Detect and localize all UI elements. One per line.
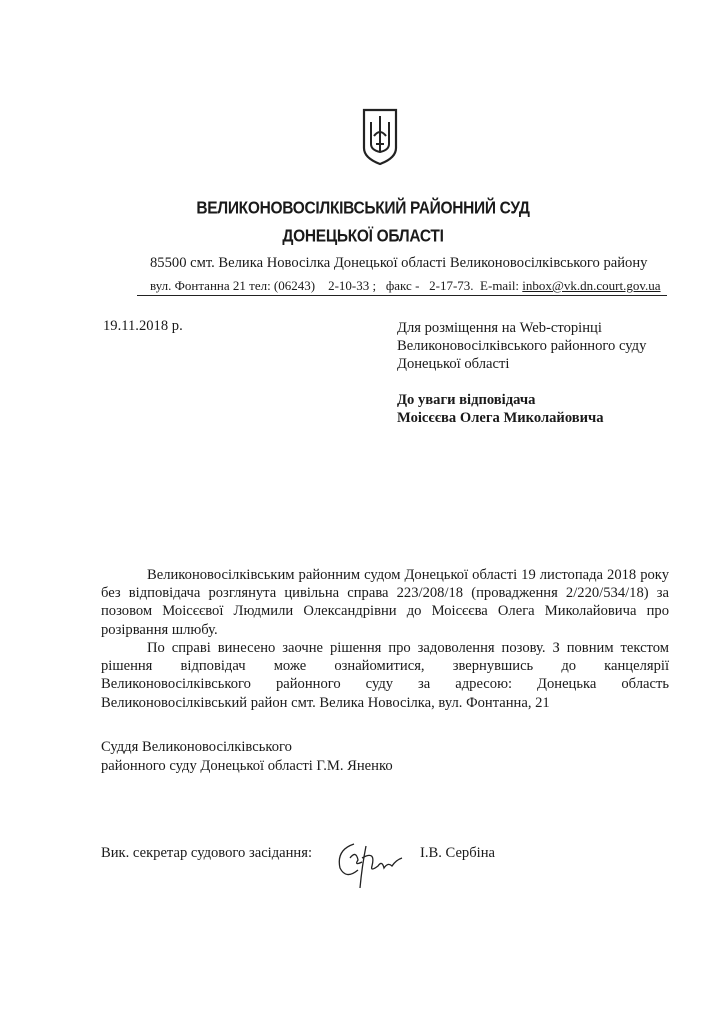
judge-line: Суддя Великоновосілківського (101, 739, 292, 755)
email-link[interactable]: inbox@vk.dn.court.gov.ua (522, 278, 661, 293)
body-line: рішення відповідач може ознайомитися, звернувшись до канцелярії (101, 658, 669, 675)
court-contacts (150, 278, 661, 294)
court-address: 85500 смт. Велика Новосілка Донецької області Великоновосілківського району (150, 255, 648, 271)
secretary-name: І.В. Сербіна (420, 845, 495, 861)
body-paragraph-2 (101, 639, 669, 712)
judge-signature-block (101, 738, 393, 776)
document-date: 19.11.2018 р. (103, 318, 183, 334)
body-line: без відповідача розглянута цивільна справа 223/208/18 (провадження 2/220/534/18) за (101, 585, 669, 602)
body-line: Великоновосілківським районним судом Донецької області 19 листопада 2018 року (147, 567, 669, 583)
body-line: По справі винесено заочне рішення про задоволення позову. З повним текстом (147, 640, 669, 656)
attention-name: Моісєєва Олега Миколайовича (397, 410, 604, 426)
recipient-line: Великоновосілківського районного суду (397, 338, 647, 354)
attention-line: До уваги відповідача (397, 392, 536, 408)
handwritten-signature-icon (332, 836, 412, 890)
contacts-text: вул. Фонтанна 21 тел: (06243) 2-10-33 ; факс - 2-17-73. E-mail: (150, 278, 523, 293)
recipient-block (397, 319, 646, 427)
recipient-line: Для розміщення на Web-сторінці (397, 320, 602, 336)
secretary-label: Вик. секретар судового засідання: (101, 845, 313, 861)
judge-line: районного суду Донецької області Г.М. Яненко (101, 758, 393, 774)
body-line: Великоновосілківського районного суду за адресою: Донецька область (101, 676, 669, 693)
recipient-line: Донецької області (397, 356, 510, 372)
coat-of-arms-trident-icon (362, 108, 398, 166)
body-line: Великоновосілківський район смт. Велика Новосілка, вул. Фонтанна, 21 (101, 694, 550, 711)
court-name-line2: ДОНЕЦЬКОЇ ОБЛАСТІ (282, 226, 444, 247)
court-name-line1: ВЕЛИКОНОВОСІЛКІВСЬКИЙ РАЙОННИЙ СУД (196, 198, 530, 219)
body-line: розірвання шлюбу. (101, 621, 218, 638)
header-divider (137, 295, 667, 296)
body-line: позовом Моісєєвої Людмили Олександрівни до Моісєєва Олега Миколайовича про (101, 603, 669, 620)
body-paragraph-1 (101, 566, 669, 639)
